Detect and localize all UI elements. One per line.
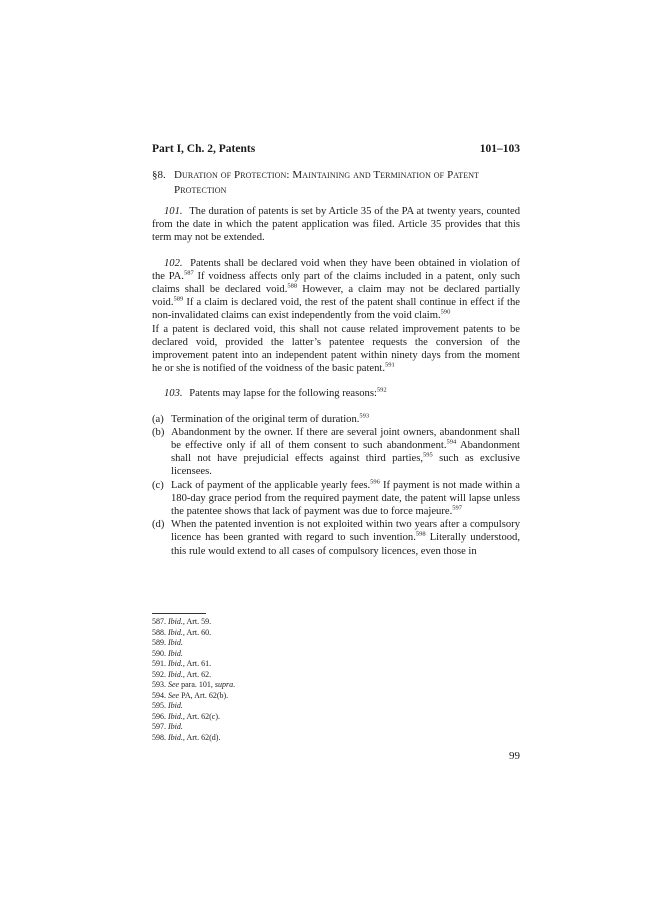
list-label: (b) bbox=[152, 426, 165, 438]
footnote: 594. See PA, Art. 62(b). bbox=[152, 690, 229, 700]
footnote-ref[interactable]: 596 bbox=[370, 478, 380, 486]
footnote: 595. Ibid. bbox=[152, 701, 183, 710]
footnote-ref[interactable]: 594 bbox=[446, 438, 457, 446]
footnote: 593. See para. 101, supra. bbox=[152, 680, 236, 689]
list-label: (a) bbox=[152, 413, 164, 425]
paragraph-text: If a patent is declared void, this shall not cause related improvement patents to be declared void, provided the latter’s patentee requests the conversion of the improvement patent into an independent patent within ninety days from the moment he or she is notified of the voidness of the basic patent. bbox=[152, 323, 520, 375]
footnote-ref[interactable]: 592 bbox=[376, 386, 387, 394]
body-text bbox=[152, 205, 520, 558]
footnote: 587. Ibid., Art. 59. bbox=[152, 617, 212, 626]
paragraph-text: Patents shall be declared void when they have been obtained in violation of the PA. bbox=[152, 257, 521, 282]
paragraph-text: However, a claim may not be declared partially void. bbox=[152, 284, 520, 309]
list-item bbox=[152, 426, 520, 479]
running-head-left: Part I, Ch. 2, Patents bbox=[152, 143, 256, 155]
paragraph-text: If a claim is declared void, the rest of the patent shall continue in effect if the non-invalidated claims can exist independently from the void claim. bbox=[152, 297, 520, 322]
paragraph-102 bbox=[152, 257, 520, 323]
footnote-ref[interactable]: 593 bbox=[359, 412, 370, 420]
footnotes bbox=[152, 617, 520, 743]
footnote: 588. Ibid., Art. 60. bbox=[152, 627, 212, 637]
footnote-ref[interactable]: 597 bbox=[452, 504, 462, 512]
paragraph-102-continued bbox=[152, 323, 520, 376]
list-text: Lack of payment of the applicable yearly fees.$^{596}$ If payment is not made within a 180-day grace period from the required payment date, the patent will lapse unless the patentee shows that lack of payment was due to force majeure.$^{597}$ bbox=[171, 478, 520, 518]
running-head bbox=[152, 143, 520, 155]
footnote: 589. Ibid. bbox=[152, 638, 183, 647]
section-number: §8. bbox=[152, 169, 166, 181]
list-text: When the patented invention is not exploited within two years after a compulsory licence has been granted with regard to such invention.$^{598}$ Literally understood, this rule would extend to all cases of compulsory licences, even those in bbox=[171, 519, 520, 557]
list-text: Termination of the original term of duration.$^{593}$ bbox=[171, 412, 370, 425]
footnote-ref[interactable]: 591 bbox=[385, 361, 395, 369]
footnote-ref[interactable]: 598 bbox=[415, 530, 426, 538]
footnote: 590. Ibid. bbox=[152, 648, 183, 658]
paragraph-101 bbox=[152, 205, 520, 245]
footnote: 598. Ibid., Art. 62(d). bbox=[152, 732, 221, 742]
footnote-ref[interactable]: 588 bbox=[287, 282, 298, 290]
page-number: 99 bbox=[509, 750, 520, 762]
section-title-line1: Duration of Protection: Maintaining and Termination of Patent bbox=[174, 169, 480, 181]
paragraph-text: The duration of patents is set by Article 35 of the PA at twenty years, counted from the date in which the patent application was filed. Article 35 provides that this term may not be extended. bbox=[152, 206, 520, 244]
list-text: Abandonment by the owner. If there are several joint owners, abandonment shall be effective only if all of them consent to such abandonment.$^{594}$ Abandonment shall not have prejudicial effects against third parties,$^{595}$ such as exclusive licensees. bbox=[171, 426, 520, 478]
list-item bbox=[152, 479, 520, 519]
lapse-reasons-list bbox=[152, 413, 520, 558]
footnote: 591. Ibid., Art. 61. bbox=[152, 659, 212, 668]
section-title-line2: Protection bbox=[174, 183, 227, 196]
paragraph-text: If voidness affects only part of the claims included in a patent, only such claims shall be declared void. bbox=[152, 270, 520, 296]
list-item bbox=[152, 413, 520, 426]
footnote: 596. Ibid., Art. 62(c). bbox=[152, 711, 220, 721]
running-head-right: 101–103 bbox=[479, 143, 520, 155]
section-heading bbox=[152, 168, 520, 197]
paragraph-text: Patents may lapse for the following reasons: bbox=[189, 388, 377, 400]
paragraph-number: 101. bbox=[164, 206, 183, 217]
list-item bbox=[152, 518, 520, 558]
paragraph-number: 102. bbox=[164, 257, 183, 269]
list-label: (c) bbox=[152, 479, 164, 491]
footnote-ref[interactable]: 595 bbox=[423, 451, 433, 459]
footnote-ref[interactable]: 589 bbox=[173, 295, 184, 303]
footnote-ref[interactable]: 590 bbox=[440, 308, 451, 316]
paragraph-103 bbox=[152, 387, 520, 400]
paragraph-number: 103. bbox=[164, 388, 183, 400]
footnote-ref[interactable]: 587 bbox=[183, 269, 194, 277]
list-label: (d) bbox=[152, 519, 165, 531]
footnote-divider bbox=[152, 613, 206, 614]
footnote: 597. Ibid. bbox=[152, 722, 183, 731]
footnote: 592. Ibid., Art. 62. bbox=[152, 669, 212, 679]
